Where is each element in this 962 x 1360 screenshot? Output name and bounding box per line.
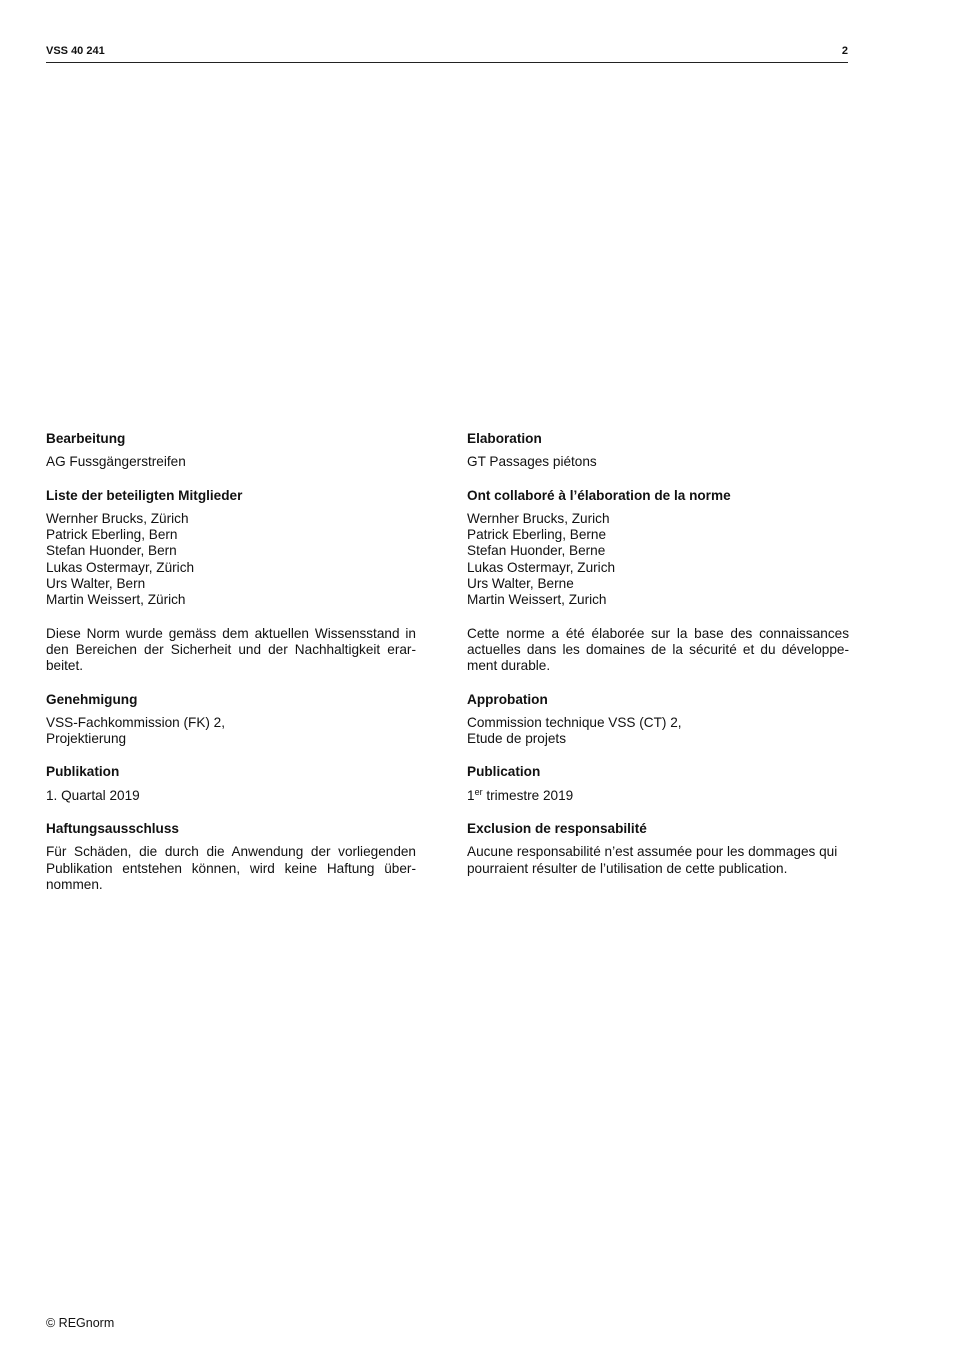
approval-value-fr [467,715,849,748]
approval-line1-fr: Commission technique VSS (CT) 2, [467,714,682,730]
page-number: 2 [841,45,848,57]
bearbeitung-heading: Bearbeitung [46,431,126,446]
german-column [46,431,416,910]
member-fr: Wernher Brucks, Zurich [467,510,610,526]
publication-value-de: 1. Quartal 2019 [46,787,140,803]
publication-suffix-fr: trimestre 2019 [482,787,574,803]
publication-value-fr [467,788,849,804]
statement-de: Diese Norm wurde gemäss dem aktuellen Wissensstand in den Bereichen der Sicherheit und der Nachhaltigkeit erarbeitet. [46,625,416,674]
publication-prefix-fr: 1 [467,787,475,803]
members-heading-fr: Ont collaboré à l’élaboration de la norme [467,487,731,503]
member-de: Patrick Eberling, Bern [46,527,178,543]
publication-heading-fr: Publication [467,764,541,780]
disclaimer-text-de: Für Schäden, die durch die Anwendung der vorliegenden Publikation entstehen können, wird keine Haftung übernommen. [46,844,416,892]
disclaimer-text-fr: Aucune responsabilité n’est assumée pour les dommages qui pourraient résulter de l’utilisation de cette publication. [467,844,838,876]
page-header [46,44,848,63]
disclaimer-heading-de: Haftungsausschluss [46,821,179,837]
bearbeitung-value: AG Fussgängerstreifen [46,454,186,470]
members-heading-de: Liste der beteiligten Mitglieder [46,487,243,503]
approval-value-de [46,715,416,748]
publication-superscript-fr: er [474,786,483,797]
members-list-fr [467,511,849,609]
member-fr: Urs Walter, Berne [467,576,574,592]
member-fr: Martin Weissert, Zurich [467,592,607,608]
french-column [467,431,849,894]
approval-heading-fr: Approbation [467,691,548,707]
member-de: Wernher Brucks, Zürich [46,510,189,526]
member-fr: Lukas Ostermayr, Zurich [467,559,616,575]
approval-line2-fr: Etude de projets [467,731,566,747]
publication-heading-de: Publikation [46,764,120,780]
disclaimer-heading-fr: Exclusion de responsabilité [467,821,647,837]
approval-line1-de: VSS-Fachkommission (FK) 2, [46,714,226,730]
member-de: Martin Weissert, Zürich [46,592,186,608]
statement-fr: Cette norme a été élaborée sur la base des connaissances actuelles dans les domaines de la sécurité et du développement durable. [467,625,849,674]
member-fr: Stefan Huonder, Berne [467,543,606,559]
approval-heading-de: Genehmigung [46,691,138,707]
member-fr: Patrick Eberling, Berne [467,527,607,543]
elaboration-value: GT Passages piétons [467,454,597,470]
member-de: Urs Walter, Bern [46,576,146,592]
member-de: Lukas Ostermayr, Zürich [46,559,195,575]
copyright-footer: © REGnorm [46,1316,115,1330]
members-list-de [46,511,416,609]
document-id: VSS 40 241 [46,45,105,57]
elaboration-heading: Elaboration [467,431,542,446]
member-de: Stefan Huonder, Bern [46,543,177,559]
approval-line2-de: Projektierung [46,731,127,747]
